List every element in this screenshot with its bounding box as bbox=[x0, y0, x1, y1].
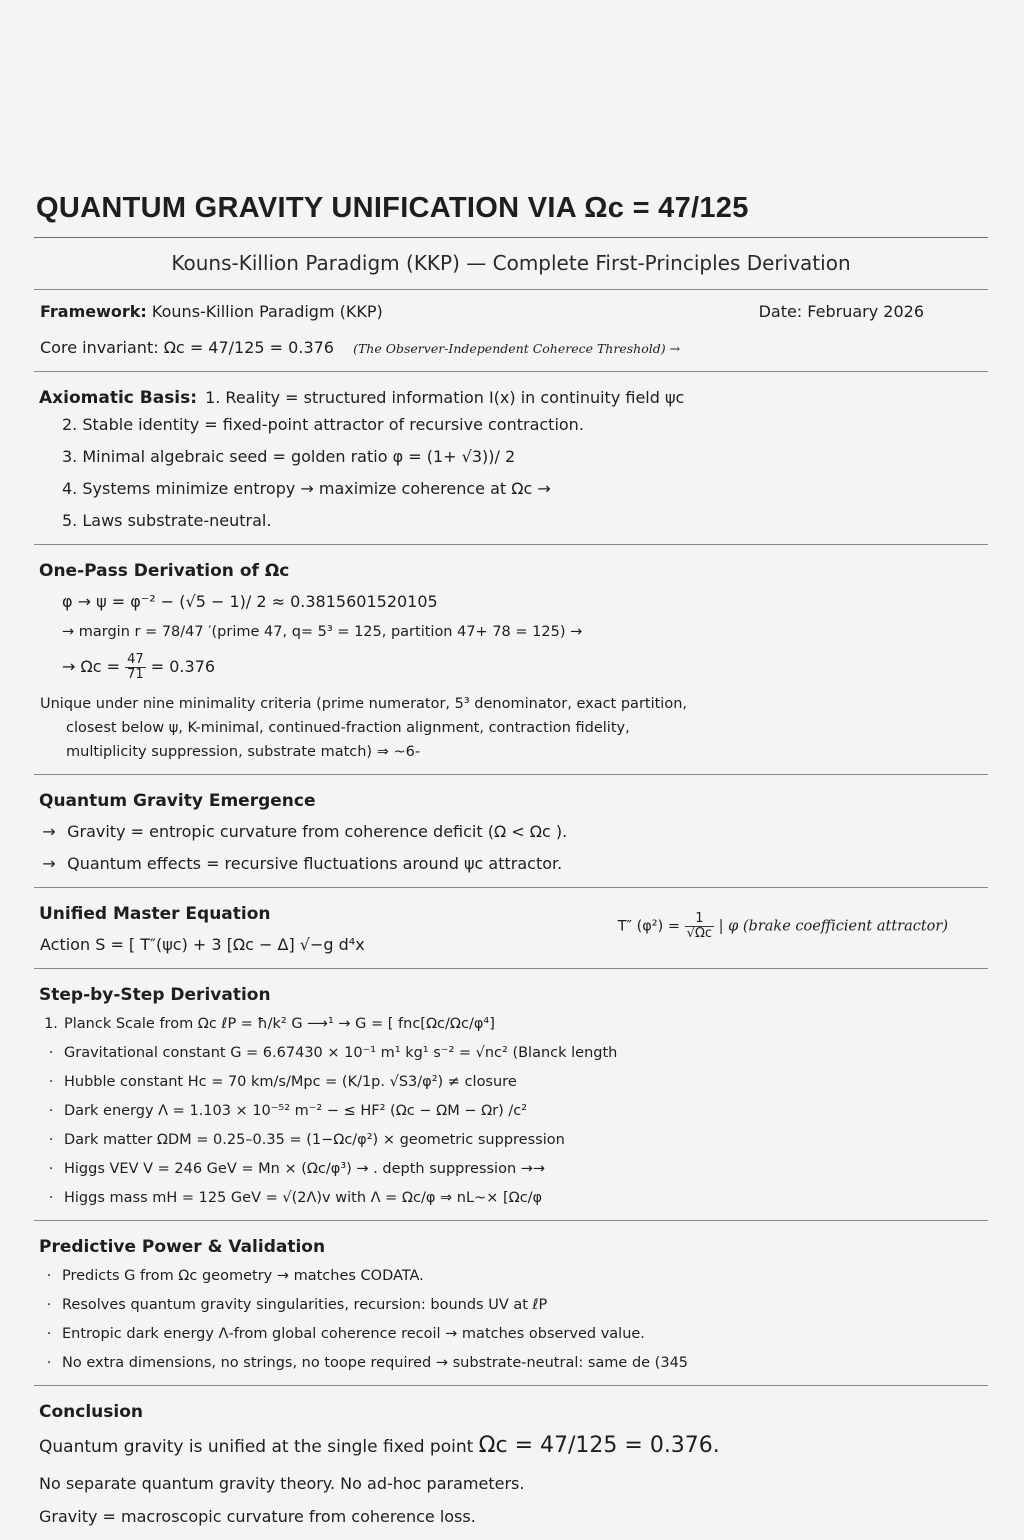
axiom-item: 1. Reality = structured information I(x) in continuity field ψc bbox=[205, 388, 685, 407]
conclusion-line: Gravity = macroscopic curvature from coherence loss. bbox=[39, 1507, 476, 1526]
predictive-text: Predicts G from Ωc geometry → matches CODATA. bbox=[62, 1268, 424, 1284]
step-item bbox=[34, 1154, 988, 1183]
predictive-item bbox=[34, 1290, 988, 1319]
step-text: Hubble constant Hc = 70 km/s/Mpc = (K/1p. √S3/φ²) ≠ closure bbox=[64, 1074, 517, 1090]
conclusion-value: Ωc = 47/125 = 0.376. bbox=[478, 1433, 720, 1458]
step-bullet: · bbox=[48, 1132, 54, 1148]
step-bullet: · bbox=[48, 1190, 54, 1206]
step-item bbox=[34, 1009, 988, 1038]
page-title: QUANTUM GRAVITY UNIFICATION VIA Ωc = 47/125 bbox=[36, 192, 749, 224]
step-item bbox=[34, 1183, 988, 1212]
axioms-heading: Axiomatic Basis: bbox=[39, 388, 198, 408]
derivation-section bbox=[34, 545, 988, 774]
omega-label: → Ωc = bbox=[62, 657, 121, 676]
steps-heading: Step-by-Step Derivation bbox=[39, 985, 271, 1005]
conclusion-line bbox=[34, 1426, 988, 1464]
emergence-item bbox=[34, 815, 988, 847]
emergence-section bbox=[34, 775, 988, 887]
brake-prefix: T″ (φ²) = bbox=[617, 918, 681, 935]
emergence-text: Gravity = entropic curvature from coherence deficit (Ω < Ωc ). bbox=[67, 822, 568, 841]
axioms-section bbox=[34, 372, 988, 544]
fraction-numerator: 1 bbox=[685, 912, 714, 927]
core-invariant bbox=[34, 321, 988, 371]
derivation-line: φ → ψ = φ⁻² − (√5 − 1)/ 2 ≈ 0.3815601520105 bbox=[62, 592, 438, 611]
framework-label: Framework: bbox=[40, 302, 147, 321]
derivation-result bbox=[34, 646, 988, 688]
criteria-line: closest below ψ, K-minimal, continued-fraction alignment, contraction fidelity, bbox=[66, 720, 630, 736]
step-bullet: 1. bbox=[44, 1016, 58, 1032]
axiom-item: 5. Laws substrate-neutral. bbox=[62, 511, 272, 530]
criteria-line: multiplicity suppression, substrate match) ⇒ ~6- bbox=[66, 744, 421, 760]
master-left bbox=[34, 898, 365, 960]
predictive-item bbox=[34, 1319, 988, 1348]
framework bbox=[40, 302, 383, 321]
omega-value: = 0.376 bbox=[150, 657, 216, 676]
axiom-item: 3. Minimal algebraic seed = golden ratio φ = (1+ √3))/ 2 bbox=[62, 447, 516, 466]
document-page bbox=[34, 186, 988, 1540]
step-item bbox=[34, 1125, 988, 1154]
derivation-heading: One-Pass Derivation of Ωc bbox=[39, 561, 290, 581]
step-bullet: · bbox=[48, 1103, 54, 1119]
core-label: Core invariant: bbox=[40, 338, 159, 357]
step-bullet: · bbox=[48, 1074, 54, 1090]
dot-bullet: · bbox=[46, 1326, 52, 1342]
fraction-denominator: 71 bbox=[127, 667, 144, 682]
predictive-item bbox=[34, 1261, 988, 1290]
step-bullet: · bbox=[48, 1161, 54, 1177]
conclusion-text: Quantum gravity is unified at the single fixed point bbox=[39, 1437, 474, 1457]
dot-bullet: · bbox=[46, 1268, 52, 1284]
step-bullet: · bbox=[48, 1045, 54, 1061]
master-heading: Unified Master Equation bbox=[39, 904, 271, 924]
master-section bbox=[34, 888, 988, 968]
steps-section bbox=[34, 969, 988, 1220]
fraction bbox=[685, 912, 714, 941]
axiom-item: 4. Systems minimize entropy → maximize coherence at Ωc → bbox=[62, 479, 551, 498]
brake-suffix: | φ (brake coefficient attractor) bbox=[718, 918, 948, 935]
predictive-text: No extra dimensions, no strings, no toope required → substrate-neutral: same de (345 bbox=[62, 1355, 689, 1371]
core-note: (The Observer-Independent Coherece Threshold) → bbox=[353, 341, 681, 356]
meta-row bbox=[34, 290, 988, 321]
fraction-numerator: 47 bbox=[127, 652, 144, 667]
criteria-line: Unique under nine minimality criteria (prime numerator, 5³ denominator, exact partition, bbox=[40, 696, 687, 712]
page-subtitle: Kouns-Killion Paradigm (KKP) — Complete First-Principles Derivation bbox=[171, 251, 851, 275]
derivation-line: → margin r = 78/47 ′(prime 47, q= 5³ = 125, partition 47+ 78 = 125) → bbox=[62, 624, 583, 640]
master-row bbox=[34, 898, 988, 960]
step-text: Dark energy Λ = 1.103 × 10⁻⁵² m⁻² − ≤ HF² (Ωc − ΩM − Ωr) /c² bbox=[64, 1103, 528, 1119]
step-text: Planck Scale from Ωc ℓP = ħ/k² G ⟶¹ → G = [ fnc[Ωc/Ωc/φ⁴] bbox=[64, 1016, 495, 1032]
fraction bbox=[125, 653, 146, 682]
dot-bullet: · bbox=[46, 1355, 52, 1371]
framework-value: Kouns-Killion Paradigm (KKP) bbox=[151, 302, 383, 321]
axiom-item: 2. Stable identity = fixed-point attractor of recursive contraction. bbox=[62, 415, 584, 434]
step-text: Gravitational constant G = 6.67430 × 10⁻¹ m¹ kg¹ s⁻² = √nc² (Blanck length bbox=[64, 1045, 618, 1061]
action-equation: Action S = [ T″(ψc) + 3 [Ωc − Δ] √−g d⁴x bbox=[40, 935, 365, 954]
arrow-bullet: → bbox=[42, 854, 56, 873]
step-item bbox=[34, 1038, 988, 1067]
step-item bbox=[34, 1067, 988, 1096]
date bbox=[759, 302, 924, 321]
fraction-denominator: √Ωc bbox=[686, 926, 713, 941]
conclusion-heading: Conclusion bbox=[39, 1402, 143, 1422]
arrow-bullet: → bbox=[42, 822, 56, 841]
conclusion-section bbox=[34, 1386, 988, 1540]
step-text: Higgs VEV V = 246 GeV = Mn × (Ωc/φ³) → . depth suppression →→ bbox=[64, 1161, 546, 1177]
predictive-item bbox=[34, 1348, 988, 1377]
date-value: February 2026 bbox=[807, 302, 924, 321]
core-value: Ωc = 47/125 = 0.376 bbox=[163, 338, 334, 357]
step-text: Dark matter ΩDM = 0.25–0.35 = (1−Ωc/φ²) × geometric suppression bbox=[64, 1132, 565, 1148]
conclusion-line: No separate quantum gravity theory. No ad-hoc parameters. bbox=[39, 1474, 525, 1493]
emergence-heading: Quantum Gravity Emergence bbox=[39, 791, 316, 811]
step-item bbox=[34, 1096, 988, 1125]
predictive-text: Entropic dark energy Λ-from global coherence recoil → matches observed value. bbox=[62, 1326, 645, 1342]
emergence-text: Quantum effects = recursive fluctuations around ψc attractor. bbox=[67, 854, 563, 873]
predictive-heading: Predictive Power & Validation bbox=[39, 1237, 326, 1257]
step-text: Higgs mass mH = 125 GeV = √(2Λ)v with Λ = Ωc/φ ⇒ nL~× [Ωc/φ bbox=[64, 1190, 543, 1206]
emergence-item bbox=[34, 847, 988, 879]
date-label: Date: bbox=[758, 302, 803, 321]
predictive-section bbox=[34, 1221, 988, 1385]
predictive-text: Resolves quantum gravity singularities, recursion: bounds UV at ℓP bbox=[62, 1297, 548, 1313]
dot-bullet: · bbox=[46, 1297, 52, 1313]
brake-equation bbox=[618, 898, 988, 947]
